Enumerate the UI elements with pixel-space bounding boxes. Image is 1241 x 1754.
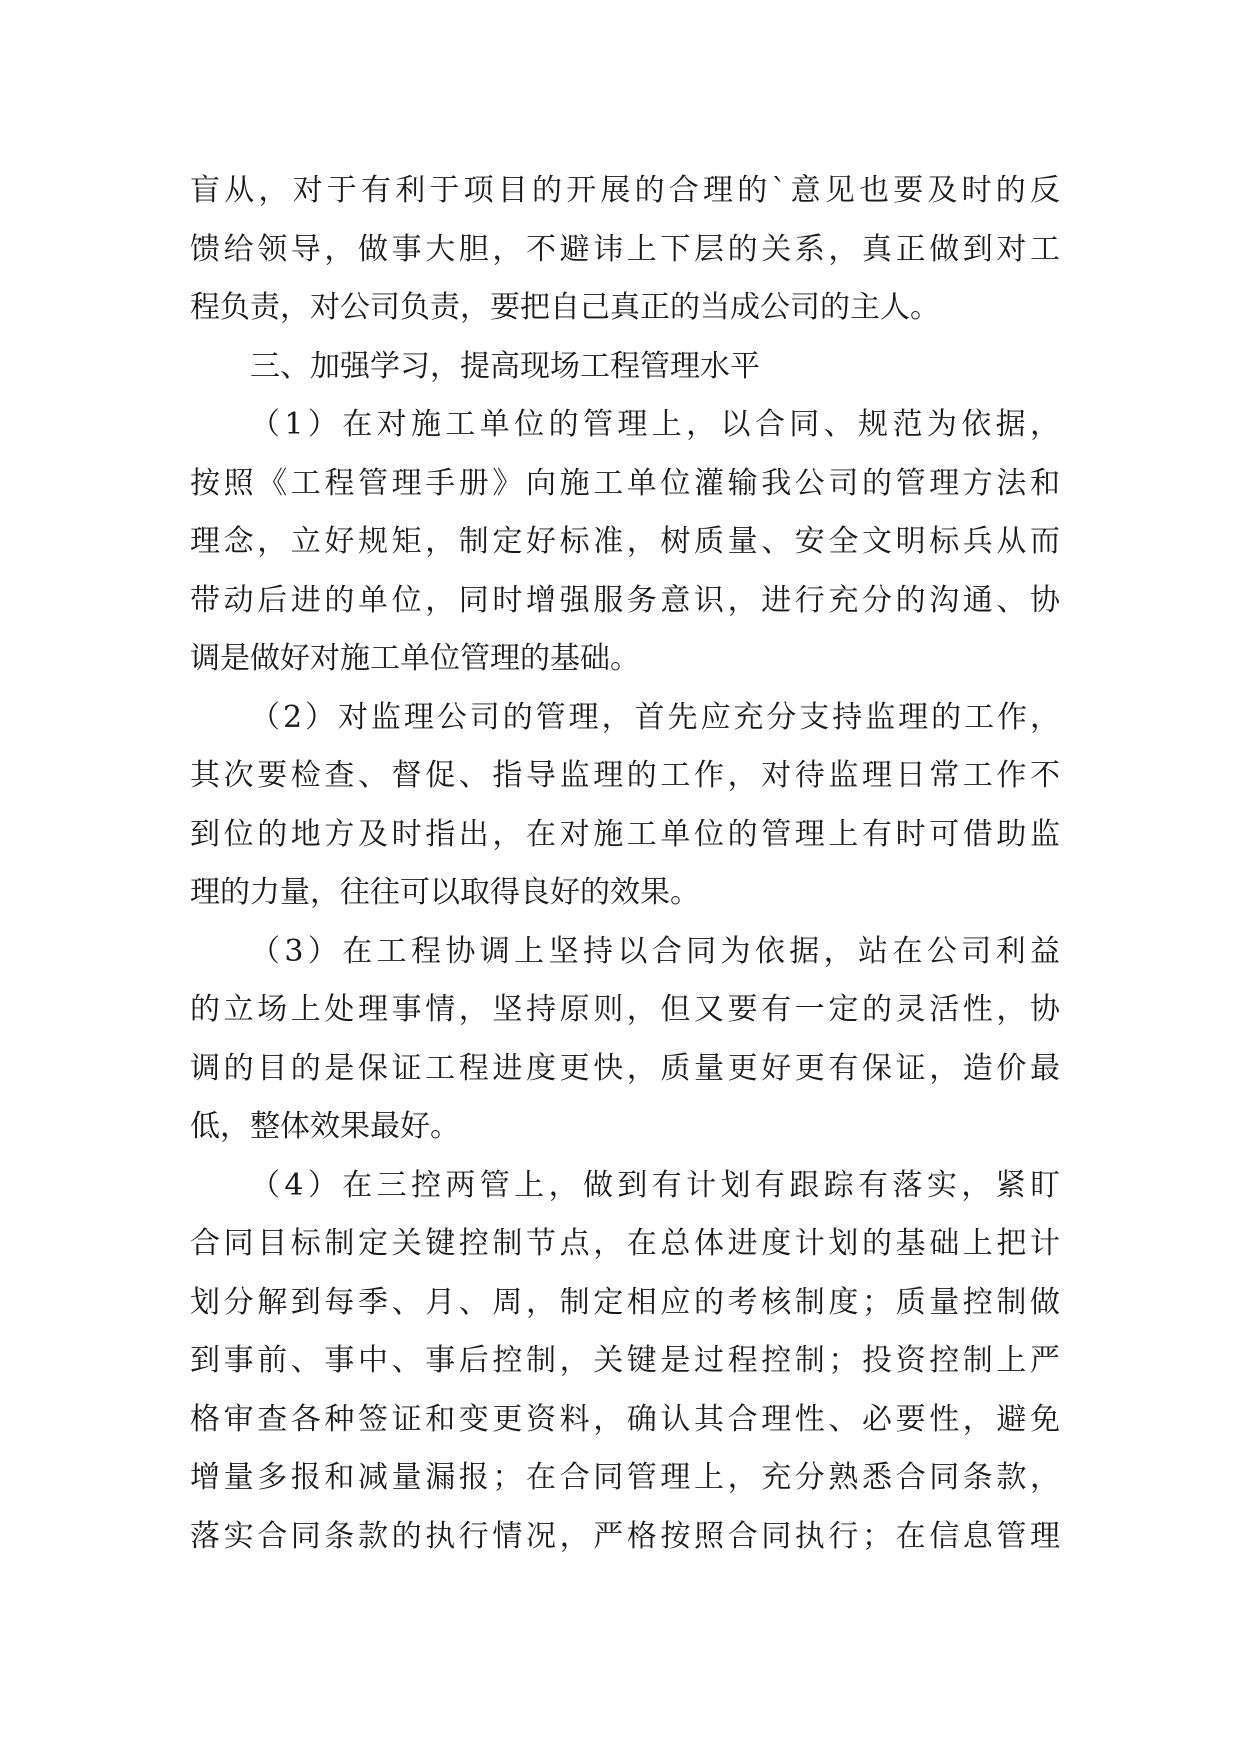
text-line: 馈给领导，做事大胆，不避讳上下层的关系，真正做到对工 — [190, 231, 1060, 267]
text-line: （3）在工程协调上坚持以合同为依据，站在公司利益 — [250, 933, 1060, 969]
text-line: 盲从，对于有利于项目的开展的合理的`意见也要及时的反 — [190, 173, 1060, 208]
text-line: （4）在三控两管上，做到有计划有跟踪有落实，紧盯 — [250, 1167, 1060, 1203]
text-line: 到位的地方及时指出，在对施工单位的管理上有时可借助监 — [190, 816, 1060, 852]
text-line: 划分解到每季、月、周，制定相应的考核制度；质量控制做 — [190, 1284, 1060, 1320]
text-line: 低，整体效果最好。 — [190, 1109, 460, 1144]
text-line: 按照《工程管理手册》向施工单位灌输我公司的管理方法和 — [190, 465, 1060, 501]
text-line: （1）在对施工单位的管理上，以合同、规范为依据， — [250, 407, 1060, 442]
text-line: 理念，立好规矩，制定好标准，树质量、安全文明标兵从而 — [190, 524, 1060, 559]
text-line: 调的目的是保证工程进度更快，质量更好更有保证，造价最 — [190, 1050, 1060, 1086]
document-body — [190, 162, 1060, 1566]
text-line: （2）对监理公司的管理，首先应充分支持监理的工作， — [250, 699, 1060, 735]
text-line: 到事前、事中、事后控制，关键是过程控制；投资控制上严 — [190, 1343, 1060, 1378]
text-line: 格审查各种签证和变更资料，确认其合理性、必要性，避免 — [190, 1401, 1060, 1437]
text-line: 的立场上处理事情，坚持原则，但又要有一定的灵活性，协 — [190, 992, 1060, 1027]
text-line: 落实合同条款的执行情况，严格按照合同执行；在信息管理 — [190, 1518, 1060, 1554]
text-line: 增量多报和减量漏报；在合同管理上，充分熟悉合同条款， — [190, 1460, 1060, 1495]
section-heading: 三、加强学习，提高现场工程管理水平 — [250, 348, 760, 384]
text-line: 调是做好对施工单位管理的基础。 — [190, 641, 640, 676]
text-line: 其次要检查、督促、指导监理的工作，对待监理日常工作不 — [190, 758, 1060, 793]
text-line: 合同目标制定关键控制节点，在总体进度计划的基础上把计 — [190, 1226, 1060, 1261]
text-line: 程负责，对公司负责，要把自己真正的当成公司的主人。 — [190, 290, 940, 325]
text-line: 带动后进的单位，同时增强服务意识，进行充分的沟通、协 — [190, 582, 1060, 618]
text-line: 理的力量，往往可以取得良好的效果。 — [190, 875, 700, 910]
